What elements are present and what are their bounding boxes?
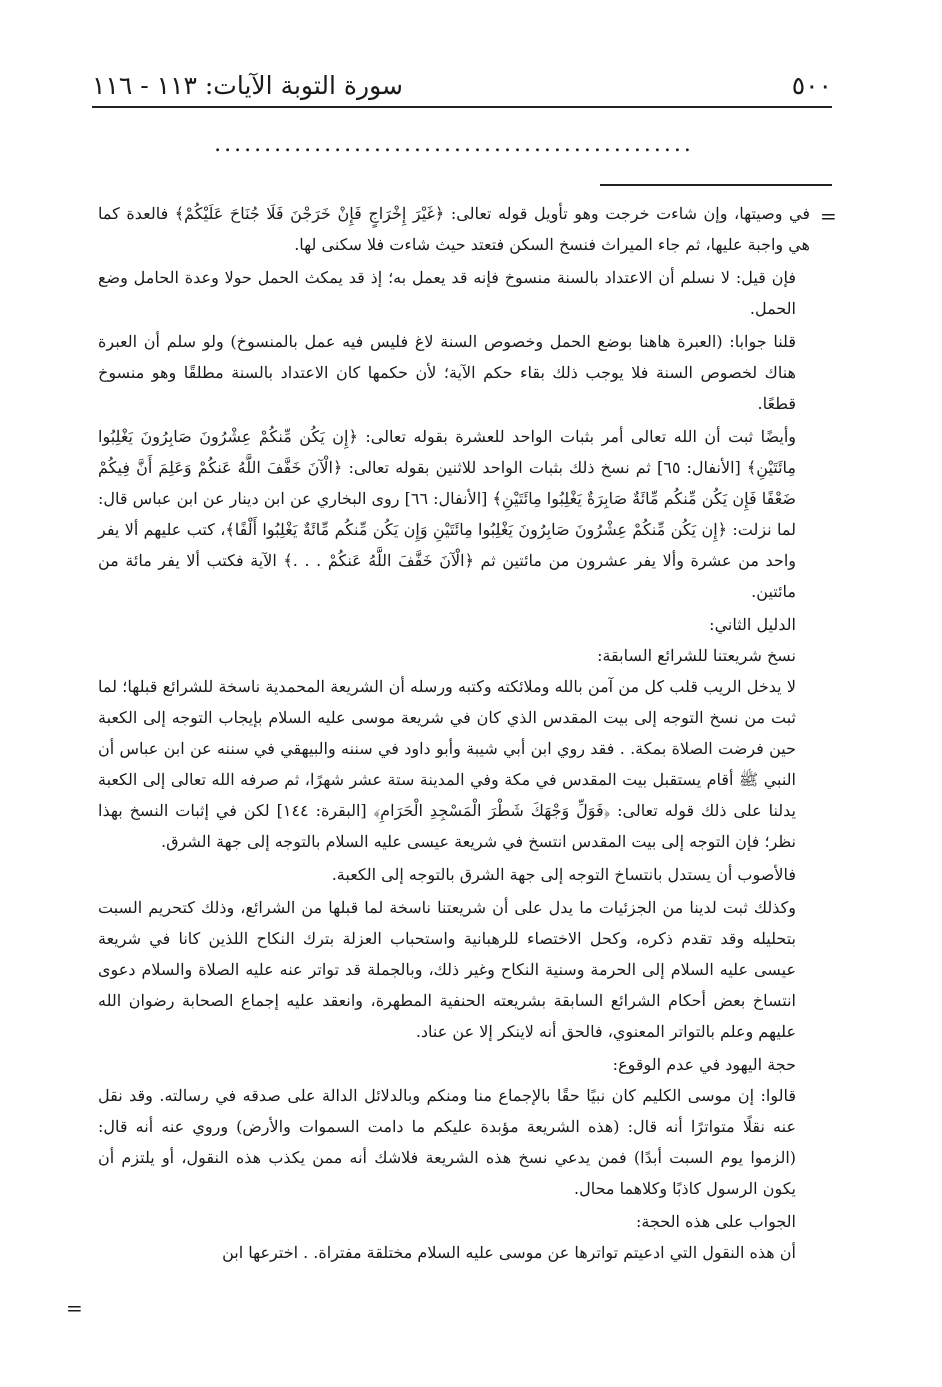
main-text: [98, 198, 810, 1270]
continuation-mark-bottom: =: [66, 1296, 83, 1320]
paragraph: قلنا جوابا: (العبرة هاهنا بوضع الحمل وخصوص السنة لاغ فليس فيه عمل بالمنسوخ) ولو سلم أن العبرة هناك لخصوص السنة فلا يوجب ذلك بقاء حكم الآية؛ لأن حكمها كان الاعتداد بالسنة مطلقًا وهو منسوخ قطعًا.: [98, 332, 796, 413]
section-heading: نسخ شريعتنا للشرائع السابقة:: [597, 646, 796, 665]
paragraph: قالوا: إن موسى الكليم كان نبيًا حقًا بالإجماع منا ومنكم وبالدلائل الدالة على صدقه في رسالته. وقد نقل عنه نقلًا متواترًا أنه قال: (هذه الشريعة مؤبدة عليكم ما دامت السموات والأرض) وروي عنه أنه قال: (الزموا يوم السبت أبدًا) فمن يدعي نسخ هذه الشريعة فلاشك أنه ممن يكذب هذه النقول، أو يلتزم أن يكون الرسول كاذبًا وكلاهما محال.: [98, 1086, 797, 1198]
section-heading: الدليل الثاني:: [709, 615, 796, 634]
header-rule: [92, 106, 832, 108]
paragraph: في وصيتها، وإن شاءت خرجت وهو تأويل قوله تعالى: ﴿غَيْرَ إِخْرَاجٍ فَإِنْ خَرَجْنَ فَلَا جُنَاحَ عَلَيْكُمْ﴾ فالعدة كما هي واجبة عليها، ثم جاء الميراث فنسخ السكن فتعتد حيث شاءت فلا سكنى لها.: [98, 204, 810, 254]
page-title: سورة التوبة الآيات: ١١٣ - ١١٦: [92, 70, 403, 100]
paragraph: فالأصوب أن يستدل بانتساخ التوجه إلى جهة الشرق بالتوجه إلى الكعبة.: [331, 865, 796, 884]
paragraph: وكذلك ثبت لدينا من الجزئيات ما يدل على أن شريعتنا ناسخة لما قبلها من الشرائع، وذلك كتحريم السبت بتحليله وقد تقدم ذكره، وكحل الاختصاء للرهبانية واستحباب العزلة بترك النكاح اللذين كانا في شريعة عيسى عليه السلام إلى الحرمة وسنية النكاح وغير ذلك، وبالجملة قد تواتر عنه عليه الصلاة والسلام دعوى انتساخ بعض أحكام الشرائع السابقة بشريعته الحنفية المطهرة، وانعقد عليه إجماع الصحابة رضوان الله عليهم وعلم بالتواتر المعنوي، فالحق أنه لاينكر إلا عن عناد.: [98, 898, 797, 1041]
paragraph: أن هذه النقول التي ادعيتم تواترها عن موسى عليه السلام مختلقة مفتراة. . اخترعها ابن: [222, 1243, 796, 1262]
section-heading: حجة اليهود في عدم الوقوع:: [612, 1055, 796, 1074]
paragraph: وأيضًا ثبت أن الله تعالى أمر بثبات الواحد للعشرة بقوله تعالى: ﴿إِن يَكُن مِّنكُمْ عِشْرُونَ صَابِرُونَ يَغْلِبُوا مِائَتَيْنِ﴾ [الأنفال: ٦٥] ثم نسخ ذلك بثبات الواحد للاثنين بقوله تعالى: ﴿الْآنَ خَفَّفَ اللَّهُ عَنكُمْ وَعَلِمَ أَنَّ فِيكُمْ ضَعْفًا فَإِن يَكُن مِّنكُم مِّائَةٌ صَابِرَةٌ يَغْلِبُوا مِائَتَيْنِ﴾ [الأنفال: ٦٦] روى البخاري عن ابن دينار عن ابن عباس قال: لما نزلت: ﴿إِن يَكُن مِّنكُمْ عِشْرُونَ صَابِرُونَ يَغْلِبُوا مِائَتَيْنِ وَإِن يَكُن مِّنكُم مِّائَةٌ يَغْلِبُوا أَلْفًا﴾، كتب عليهم ألا يفر واحد من عشرة وألا يفر عشرون من مائتين ثم ﴿الْآنَ خَفَّفَ اللَّهُ عَنكُمْ . . .﴾ الآية فكتب ألا يفر مائة من مائتين.: [98, 427, 797, 601]
footnote-rule: [600, 184, 832, 186]
paragraph: فإن قيل: لا نسلم أن الاعتداد بالسنة منسوخ فإنه قد يعمل به؛ إذ قد يمكث الحمل حولا وعدة الحامل وضع الحمل.: [98, 268, 796, 318]
page-header: [92, 66, 832, 104]
separator-dots: ................................................: [214, 132, 694, 157]
section-heading: الجواب على هذه الحجة:: [635, 1212, 796, 1231]
continuation-mark-top: =: [820, 204, 837, 228]
page-number: ٥٠٠: [791, 70, 832, 100]
paragraph: لا يدخل الريب قلب كل من آمن بالله وملائكته وكتبه ورسله أن الشريعة المحمدية ناسخة للشرائع قبلها؛ لما ثبت من نسخ التوجه إلى بيت المقدس الذي كان في شريعة موسى عليه السلام بإيجاب التوجه إلى الكعبة حين فرضت الصلاة بمكة. . فقد روي ابن أبي شيبة وأبو داود في سننه والبيهقي في سننه عن ابن عباس أن النبي ﷺ أقام يستقبل بيت المقدس في مكة وفي المدينة ستة عشر شهرًا، ثم صرفه الله تعالى إلى الكعبة يدلنا على ذلك قوله تعالى: ﴿فَوَلِّ وَجْهَكَ شَطْرَ الْمَسْجِدِ الْحَرَامِ﴾ [البقرة: ١٤٤] لكن في إثبات النسخ بهذا نظر؛ فإن التوجه إلى بيت المقدس انتسخ في شريعة عيسى عليه السلام بالتوجه إلى جهة الشرق.: [98, 677, 797, 851]
